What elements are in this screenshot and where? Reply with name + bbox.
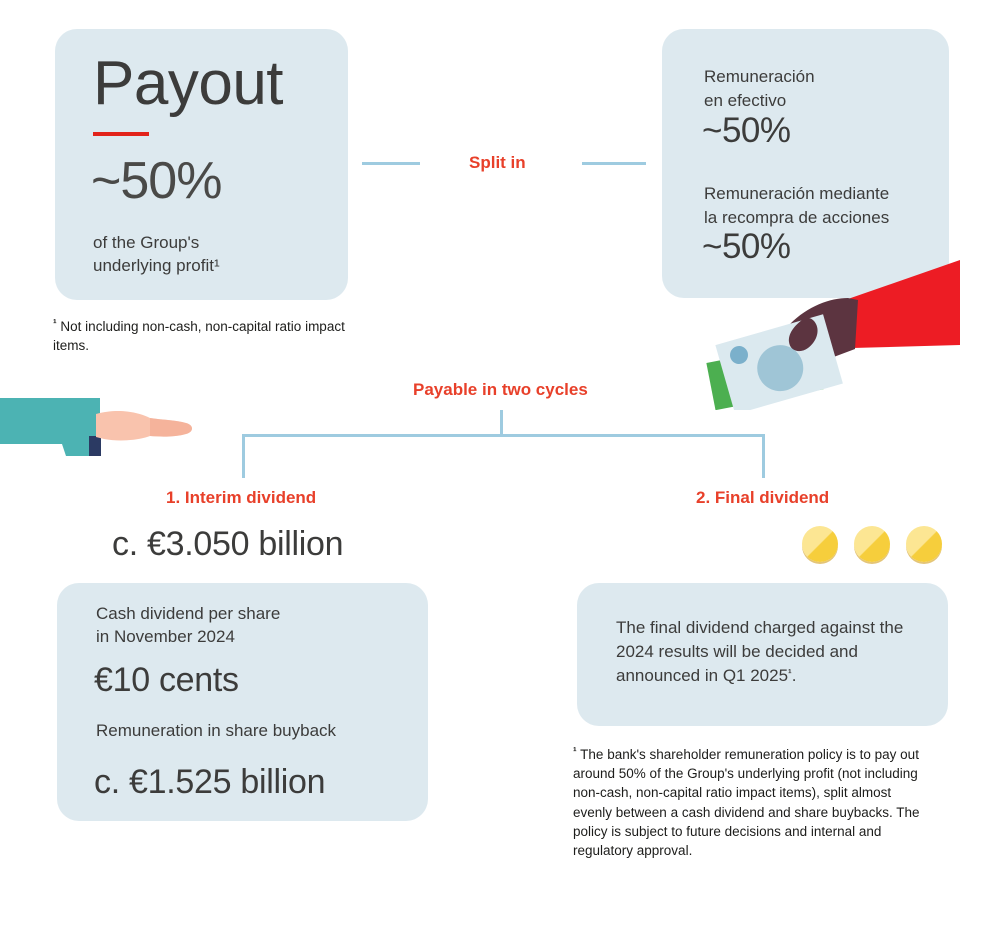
footnote-payout (53, 317, 353, 355)
bracket-right-drop (762, 434, 765, 478)
share-buyback-label: Remuneration in share buyback (96, 721, 337, 740)
footnote-marker: ¹ (53, 318, 57, 330)
cash-dividend-per-share-label: Cash dividend per share in November 2024 (96, 604, 281, 647)
footnote-marker: ¹ (573, 746, 577, 758)
cash-remuneration-label: Remuneración en efectivo (704, 67, 815, 111)
payout-subtitle (93, 232, 220, 278)
cash-dividend-per-share-value: €10 cents (94, 661, 239, 699)
buyback-remuneration-percentage: ~50% (702, 227, 791, 266)
final-dividend-suffix: . (791, 666, 797, 686)
final-dividend-heading: 2. Final dividend (696, 488, 830, 507)
open-palm-hand-illustration (0, 392, 200, 468)
final-dividend-card (577, 583, 948, 726)
bracket-stem (500, 410, 503, 436)
gold-coin-icon (906, 526, 942, 562)
interim-dividend-amount: c. €3.050 billion (112, 525, 344, 563)
hand-holding-banknotes-illustration (690, 250, 960, 410)
final-dividend-superscript: ¹ (788, 668, 792, 681)
gold-coin-icon (802, 526, 838, 562)
gold-coin-icon (854, 526, 890, 562)
final-dividend-body: The final dividend charged against the 2024 results will be decided and announced in Q1 2025 (616, 618, 904, 686)
buyback-remuneration-label: Remuneración mediante la recompra de acciones (704, 184, 890, 228)
interim-dividend-heading: 1. Interim dividend (166, 488, 317, 507)
bracket-left-drop (242, 434, 245, 478)
interim-dividend-card (57, 583, 428, 821)
split-connector-line-left (362, 162, 420, 165)
sleeve-red (845, 260, 960, 348)
payout-card (55, 29, 348, 300)
split-connector-line-right (582, 162, 646, 165)
payout-subtitle-line-1: of the Group's (93, 233, 200, 252)
payout-subtitle-line-2: underlying profit¹ (93, 255, 220, 275)
cuff-dark (89, 436, 101, 456)
fingers-shadow (150, 418, 192, 437)
split-in-label: Split in (469, 153, 526, 172)
cash-remuneration-percentage: ~50% (702, 111, 791, 150)
share-buyback-value: c. €1.525 billion (94, 763, 326, 801)
footnote-text: Not including non-cash, non-capital ratio impact items. (53, 319, 345, 354)
bracket-top-rail (242, 434, 765, 437)
payable-in-two-cycles-label: Payable in two cycles (413, 380, 588, 399)
footnote-policy (573, 745, 933, 860)
payout-percentage: ~50% (91, 152, 222, 210)
footnote-text: The bank's shareholder remuneration policy is to pay out around 50% of the Group's underlying profit (not including non-cash, non-capital ratio impact items), split almost evenly between a cash dividend and share buybacks. The policy is subject to future decisions and internal and regulatory approval. (573, 747, 920, 858)
final-dividend-text (616, 616, 921, 688)
red-accent-rule (93, 132, 149, 136)
sleeve-teal (0, 398, 100, 456)
payout-title: Payout (93, 49, 284, 118)
